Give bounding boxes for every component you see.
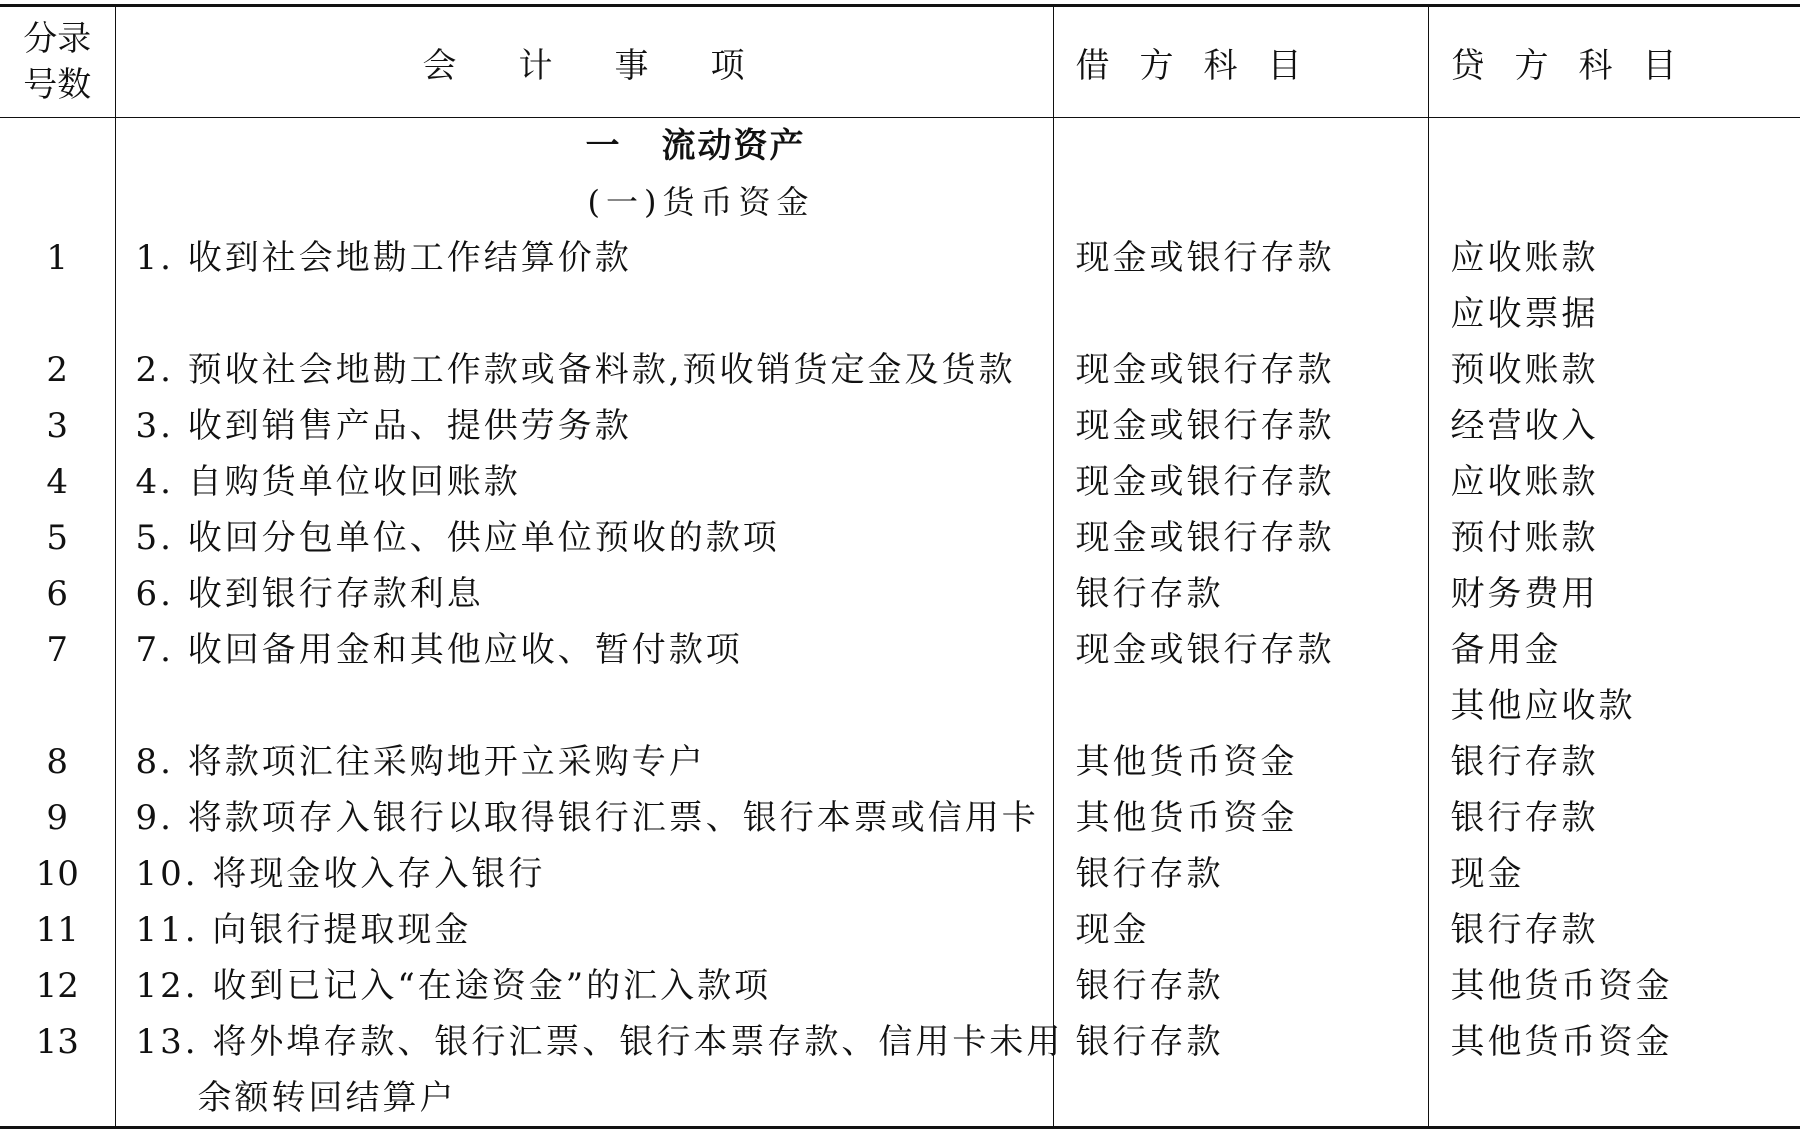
table-row: [0, 846, 1800, 902]
header-entry-number-line1: 分录: [23, 19, 92, 59]
credit-account: 其他货币资金: [1428, 1014, 1800, 1070]
subsection-no-cell: [0, 174, 115, 230]
entry-number: 8: [0, 734, 115, 790]
table-row: [0, 454, 1800, 510]
debit-account: 其他货币资金: [1053, 734, 1428, 790]
credit-account: 银行存款: [1428, 734, 1800, 790]
credit-account: 应收账款: [1428, 454, 1800, 510]
debit-account: 银行存款: [1053, 958, 1428, 1014]
debit-account: 现金或银行存款: [1053, 398, 1428, 454]
credit-account: 应收票据: [1428, 286, 1800, 342]
subsection-credit-cell: [1428, 174, 1800, 230]
entry-description: 3. 收到销售产品、提供劳务款: [115, 398, 1053, 454]
section-title-cell: [115, 118, 1053, 175]
table-row: [0, 734, 1800, 790]
credit-account: 经营收入: [1428, 398, 1800, 454]
credit-account: 银行存款: [1428, 902, 1800, 958]
entry-description: 6. 收到银行存款利息: [115, 566, 1053, 622]
entry-description-empty: [115, 286, 1053, 342]
entry-description: 4. 自购货单位收回账款: [115, 454, 1053, 510]
credit-account: 现金: [1428, 846, 1800, 902]
credit-account: 其他货币资金: [1428, 958, 1800, 1014]
debit-account: 现金或银行存款: [1053, 342, 1428, 398]
debit-account: 现金或银行存款: [1053, 622, 1428, 678]
debit-account: 现金或银行存款: [1053, 510, 1428, 566]
credit-account: 其他应收款: [1428, 678, 1800, 734]
section-dash: 一: [585, 126, 622, 166]
debit-account: 现金或银行存款: [1053, 454, 1428, 510]
table-row: [0, 398, 1800, 454]
section-no-cell: [0, 118, 115, 175]
table-row: [0, 566, 1800, 622]
entry-description: 8. 将款项汇往采购地开立采购专户: [115, 734, 1053, 790]
section-title: 流动资产: [661, 126, 806, 166]
header-entry-number: [0, 6, 115, 118]
credit-account: 银行存款: [1428, 790, 1800, 846]
table-row: [0, 1014, 1800, 1070]
debit-account-empty: [1053, 678, 1428, 734]
credit-account: 应收账款: [1428, 230, 1800, 286]
table-header-row: [0, 6, 1800, 118]
entry-description: 11. 向银行提取现金: [115, 902, 1053, 958]
section-row: [0, 118, 1800, 175]
entry-description-continued: 余额转回结算户: [115, 1070, 1053, 1128]
entry-description: 9. 将款项存入银行以取得银行汇票、银行本票或信用卡: [115, 790, 1053, 846]
entry-description: 1. 收到社会地勘工作结算价款: [115, 230, 1053, 286]
table-row: [0, 678, 1800, 734]
debit-account: 现金: [1053, 902, 1428, 958]
debit-account: 银行存款: [1053, 566, 1428, 622]
subsection-debit-cell: [1053, 174, 1428, 230]
header-credit-account: 贷方科目: [1428, 6, 1800, 118]
table-row: [0, 790, 1800, 846]
header-entry-number-line2: 号数: [23, 65, 92, 105]
entry-number: 3: [0, 398, 115, 454]
table-row: [0, 510, 1800, 566]
debit-account: 现金或银行存款: [1053, 230, 1428, 286]
credit-account: 预付账款: [1428, 510, 1800, 566]
credit-account: 财务费用: [1428, 566, 1800, 622]
debit-account: 银行存款: [1053, 846, 1428, 902]
accounting-entries-table: [0, 4, 1800, 1129]
entry-description: 10. 将现金收入存入银行: [115, 846, 1053, 902]
entry-number: 4: [0, 454, 115, 510]
debit-account-empty: [1053, 286, 1428, 342]
entry-description: 13. 将外埠存款、银行汇票、银行本票存款、信用卡未用: [115, 1014, 1053, 1070]
table-row: [0, 230, 1800, 286]
table-row: [0, 1070, 1800, 1128]
entry-number-empty: [0, 1070, 115, 1128]
debit-account: 其他货币资金: [1053, 790, 1428, 846]
entry-description: 5. 收回分包单位、供应单位预收的款项: [115, 510, 1053, 566]
credit-account: 备用金: [1428, 622, 1800, 678]
entry-number: 12: [0, 958, 115, 1014]
entry-number: 10: [0, 846, 115, 902]
subsection-title: (一)货币资金: [115, 174, 1053, 230]
table-row: [0, 958, 1800, 1014]
table-row: [0, 622, 1800, 678]
table-row: [0, 902, 1800, 958]
header-debit-account: 借方科目: [1053, 6, 1428, 118]
entry-number-empty: [0, 678, 115, 734]
credit-account-empty: [1428, 1070, 1800, 1128]
entry-number: 11: [0, 902, 115, 958]
entry-description-empty: [115, 678, 1053, 734]
table-row: [0, 342, 1800, 398]
header-accounting-matter: 会计事项: [115, 6, 1053, 118]
entry-number-empty: [0, 286, 115, 342]
debit-account-empty: [1053, 1070, 1428, 1128]
entry-number: 5: [0, 510, 115, 566]
subsection-row: [0, 174, 1800, 230]
entry-number: 6: [0, 566, 115, 622]
credit-account: 预收账款: [1428, 342, 1800, 398]
section-debit-cell: [1053, 118, 1428, 175]
entry-number: 1: [0, 230, 115, 286]
debit-account: 银行存款: [1053, 1014, 1428, 1070]
table-row: [0, 286, 1800, 342]
entry-description: 7. 收回备用金和其他应收、暂付款项: [115, 622, 1053, 678]
entry-description: 2. 预收社会地勘工作款或备料款,预收销货定金及货款: [115, 342, 1053, 398]
entry-description: 12. 收到已记入“在途资金”的汇入款项: [115, 958, 1053, 1014]
entry-number: 2: [0, 342, 115, 398]
entry-number: 7: [0, 622, 115, 678]
entry-number: 13: [0, 1014, 115, 1070]
section-credit-cell: [1428, 118, 1800, 175]
entry-number: 9: [0, 790, 115, 846]
